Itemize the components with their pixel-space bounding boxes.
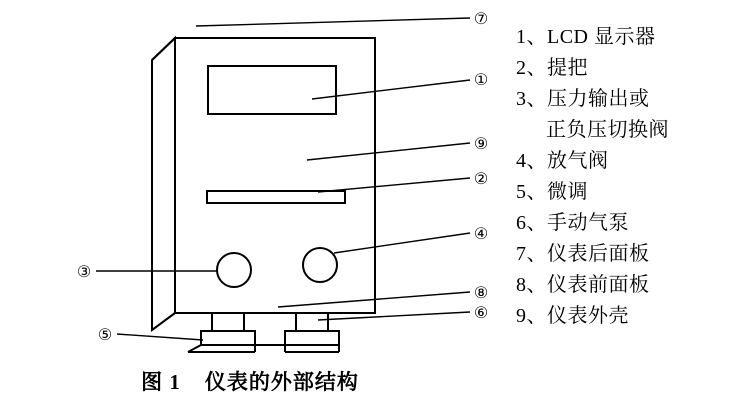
foot-left bbox=[201, 313, 255, 345]
legend-item-3: 3、压力输出或 bbox=[516, 88, 650, 110]
knob-right bbox=[303, 248, 337, 282]
legend-item-5: 5、微调 bbox=[516, 181, 588, 203]
foot-right bbox=[285, 313, 339, 345]
callout-6: ⑥ bbox=[473, 305, 489, 322]
legend-item-4: 4、放气阀 bbox=[516, 150, 609, 172]
leader-line-7 bbox=[196, 18, 470, 26]
handle-bar bbox=[207, 191, 345, 203]
legend-item-1: 1、LCD 显示器 bbox=[516, 26, 656, 48]
figure-caption-title: 仪表的外部结构 bbox=[204, 370, 359, 394]
figure-caption-label: 图 1 bbox=[141, 370, 181, 394]
callout-5: ⑤ bbox=[97, 327, 113, 344]
figure-caption bbox=[0, 366, 500, 396]
legend-item-8: 8、仪表前面板 bbox=[516, 274, 650, 296]
legend-item-6: 6、手动气泵 bbox=[516, 212, 629, 234]
callout-4: ④ bbox=[473, 226, 489, 243]
callout-1: ① bbox=[473, 72, 489, 89]
legend-item-7: 7、仪表后面板 bbox=[516, 243, 650, 265]
knob-left bbox=[217, 253, 251, 287]
legend-list bbox=[516, 22, 746, 332]
legend-item-9: 9、仪表外壳 bbox=[516, 305, 629, 327]
callout-2: ② bbox=[473, 171, 489, 188]
base-shadow-left bbox=[188, 345, 201, 352]
callout-7: ⑦ bbox=[473, 11, 489, 28]
legend-item-2: 2、提把 bbox=[516, 57, 588, 79]
instrument-case-left-side bbox=[152, 38, 175, 330]
lcd-display bbox=[208, 66, 336, 114]
callout-8: ⑧ bbox=[473, 285, 489, 302]
legend-item-3-cont: 正负压切换阀 bbox=[546, 119, 669, 141]
callout-9: ⑨ bbox=[473, 136, 489, 153]
leader-line-5 bbox=[117, 334, 203, 340]
callout-3: ③ bbox=[76, 264, 92, 281]
